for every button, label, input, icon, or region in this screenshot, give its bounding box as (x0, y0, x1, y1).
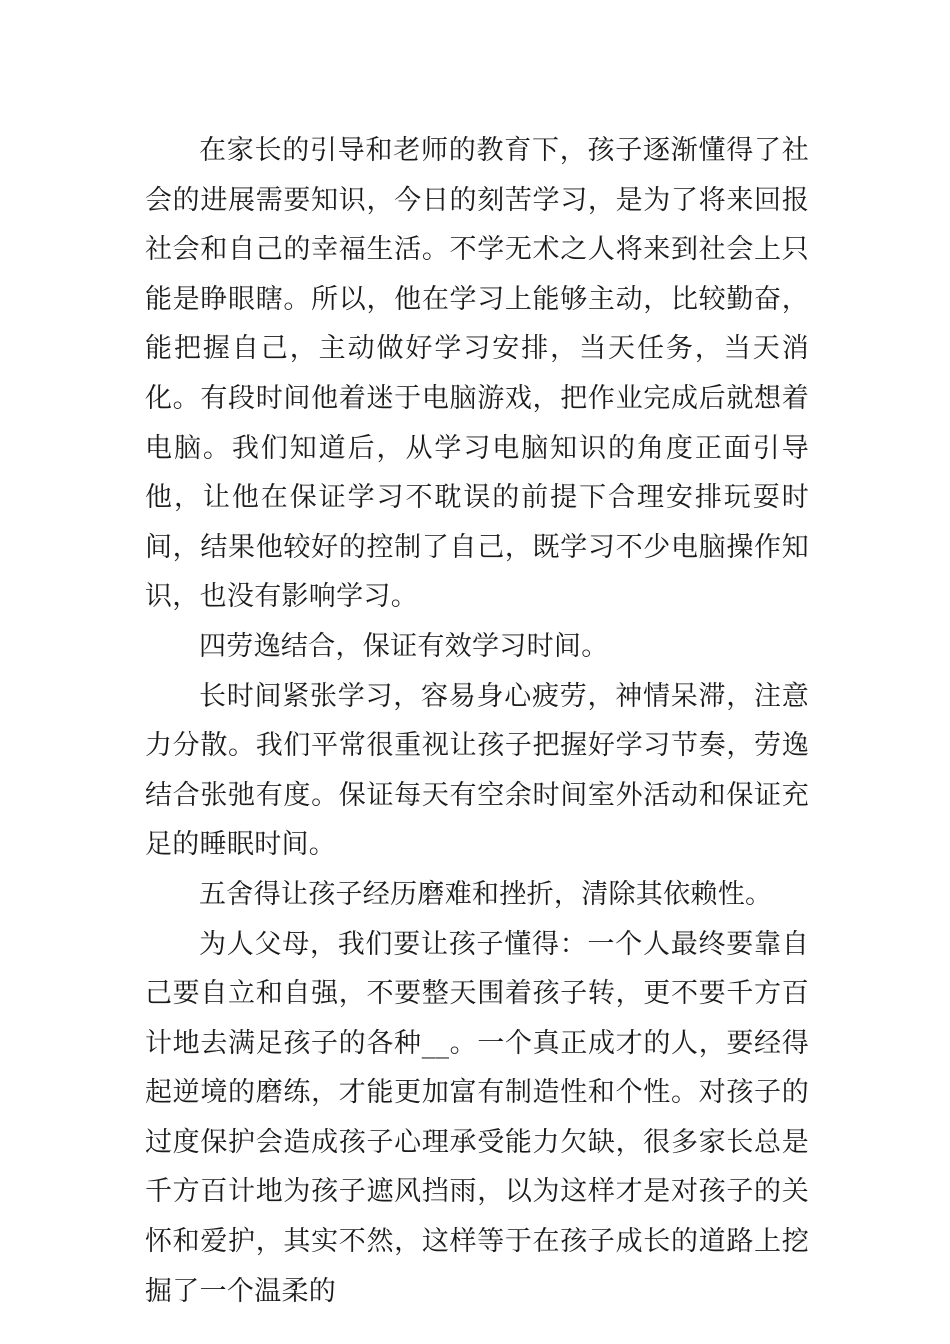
section-heading: 五舍得让孩子经历磨难和挫折，清除其依赖性。 (199, 878, 773, 910)
body-paragraph: 长时间紧张学习，容易身心疲劳，神情呆滞，注意力分散。我们平常很重视让孩子把握好学习节奏，劳逸结合张弛有度。保证每天有空余时间室外活动和保证充足的睡眠时间。 (145, 680, 809, 861)
body-paragraph: 在家长的引导和老师的教育下，孩子逐渐懂得了社会的进展需要知识，今日的刻苦学习，是为了将来回报社会和自己的幸福生活。不学无术之人将来到社会上只能是睁眼瞎。所以，他在学习上能够主动，比较勤奋，能把握自己，主动做好学习安排，当天任务，当天消化。有段时间他着迷于电脑游戏，把作业完成后就想着电脑。我们知道后，从学习电脑知识的角度正面引导他，让他在保证学习不耽误的前提下合理安排玩耍时间，结果他较好的控制了自己，既学习不少电脑操作知识，也没有影响学习。 (145, 135, 809, 613)
document-body (145, 126, 809, 1316)
section-heading: 四劳逸结合，保证有效学习时间。 (199, 630, 609, 662)
body-paragraph: 为人父母，我们要让孩子懂得：一个人最终要靠自己要自立和自强，不要整天围着孩子转，更不要千方百计地去满足孩子的各种__。一个真正成才的人，要经得起逆境的磨练，才能更加富有制造性和个性。对孩子的过度保护会造成孩子心理承受能力欠缺，很多家长总是千方百计地为孩子遮风挡雨，以为这样才是对孩子的关怀和爱护，其实不然，这样等于在孩子成长的道路上挖掘了一个温柔的 (145, 928, 809, 1307)
